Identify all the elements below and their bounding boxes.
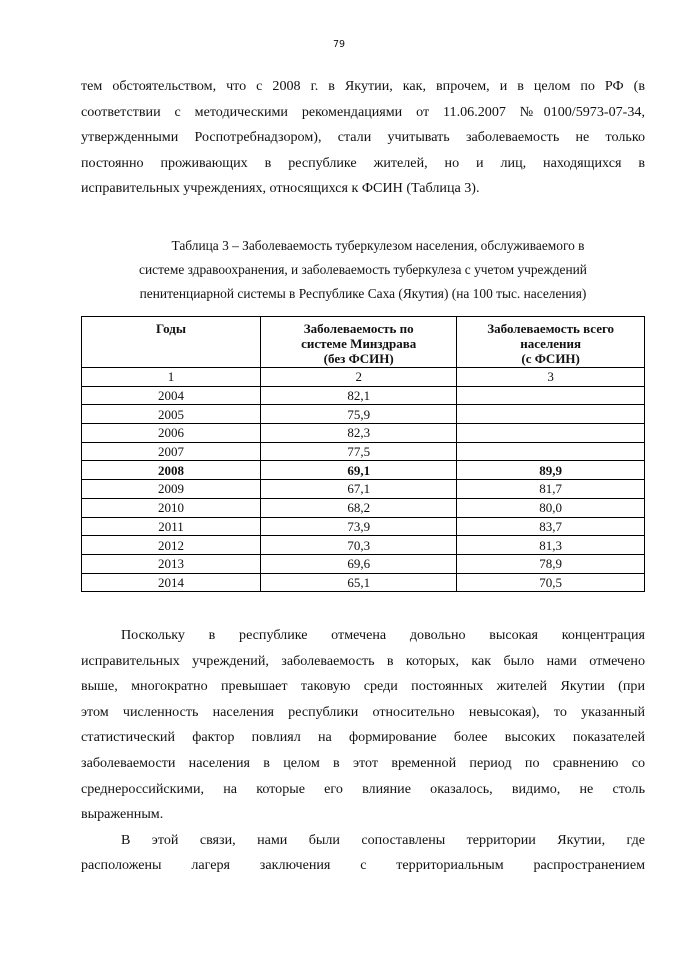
caption-line: Таблица 3 – Заболеваемость туберкулезом населения, обслуживаемого в [171,238,585,253]
table-row [82,405,645,424]
text-line: выше, многократно превышает таковую среди постоянных жителей Якутии (при [81,678,645,695]
minzdrav-cell: 82,1 [261,386,457,405]
header-minzdrav: Заболеваемость по системе Минздрава (без ФСИН) [261,317,457,368]
year-cell: 2010 [82,498,261,517]
text-line: постоянно проживающих в республике жителей, но и лиц, находящихся в [81,154,645,171]
text-line: этом численность населения республики относительно невысокая), то указанный [81,703,645,720]
table-row [82,442,645,461]
total-cell: 78,9 [457,554,645,573]
year-cell: 2008 [82,461,261,480]
minzdrav-cell: 82,3 [261,424,457,443]
total-cell [457,405,645,424]
table-row [82,424,645,443]
caption-line: пенитенциарной системы в Республике Саха (Якутия) (на 100 тыс. населения) [139,286,587,301]
year-cell: 2007 [82,442,261,461]
year-cell: 2004 [82,386,261,405]
table-row [82,554,645,573]
caption-line: системе здравоохранения, и заболеваемость туберкулеза с учетом учреждений [139,262,587,277]
table-row [82,461,645,480]
text-line: исправительных учреждениях, относящихся к ФСИН (Таблица 3). [81,180,480,197]
total-cell: 70,5 [457,573,645,592]
year-cell: 2013 [82,554,261,573]
text-line: расположены лагеря заключения с территориальным распространением [81,857,645,874]
total-cell: 89,9 [457,461,645,480]
minzdrav-cell: 69,1 [261,461,457,480]
table-body [82,386,645,592]
minzdrav-cell: 67,1 [261,480,457,499]
total-cell [457,424,645,443]
text-line: выраженным. [81,806,164,823]
header-years: Годы [82,317,261,368]
year-cell: 2009 [82,480,261,499]
incidence-table [81,316,645,592]
total-cell [457,386,645,405]
column-number: 3 [457,368,645,387]
minzdrav-cell: 68,2 [261,498,457,517]
minzdrav-cell: 73,9 [261,517,457,536]
minzdrav-cell: 69,6 [261,554,457,573]
total-cell: 80,0 [457,498,645,517]
year-cell: 2011 [82,517,261,536]
text-line: заболеваемости населения в целом в этот временной период по сравнению со [81,754,645,771]
year-cell: 2014 [82,573,261,592]
paragraph-analysis [81,623,645,879]
column-number-row [82,368,645,387]
year-cell: 2006 [82,424,261,443]
total-cell: 81,3 [457,536,645,555]
total-cell: 81,7 [457,480,645,499]
page-number: 79 [332,39,346,50]
table-row [82,386,645,405]
text-line: тем обстоятельством, что с 2008 г. в Якутии, как, впрочем, и в целом по РФ (в [81,78,645,94]
minzdrav-cell: 65,1 [261,573,457,592]
text-line: среднероссийскими, на которые его влияние оказалось, видимо, не столь [81,780,645,797]
table-caption [81,234,645,306]
column-number: 2 [261,368,457,387]
column-number: 1 [82,368,261,387]
header-total: Заболеваемость всего населения (с ФСИН) [457,317,645,368]
table-row [82,573,645,592]
table-row [82,480,645,499]
text-line: статистический фактор повлиял на формирование более высоких показателей [81,729,645,746]
paragraph-intro [81,74,645,202]
table-header-row [82,317,645,368]
total-cell [457,442,645,461]
minzdrav-cell: 70,3 [261,536,457,555]
minzdrav-cell: 77,5 [261,442,457,461]
table-row [82,536,645,555]
minzdrav-cell: 75,9 [261,405,457,424]
text-line: утвержденными Роспотребнадзором), стали учитывать заболеваемость не только [81,129,645,146]
year-cell: 2005 [82,405,261,424]
text-line: В этой связи, нами были сопоставлены территории Якутии, где [121,831,645,848]
table-row [82,498,645,517]
table-row [82,517,645,536]
total-cell: 83,7 [457,517,645,536]
text-line: Поскольку в республике отмечена довольно высокая концентрация [121,627,645,643]
year-cell: 2012 [82,536,261,555]
text-line: соответствии с методическими рекомендациями от 11.06.2007 №0100/5973-07-34, [81,103,645,120]
text-line: исправительных учреждений, заболеваемость в которых, как было нами отмечено [81,652,645,669]
